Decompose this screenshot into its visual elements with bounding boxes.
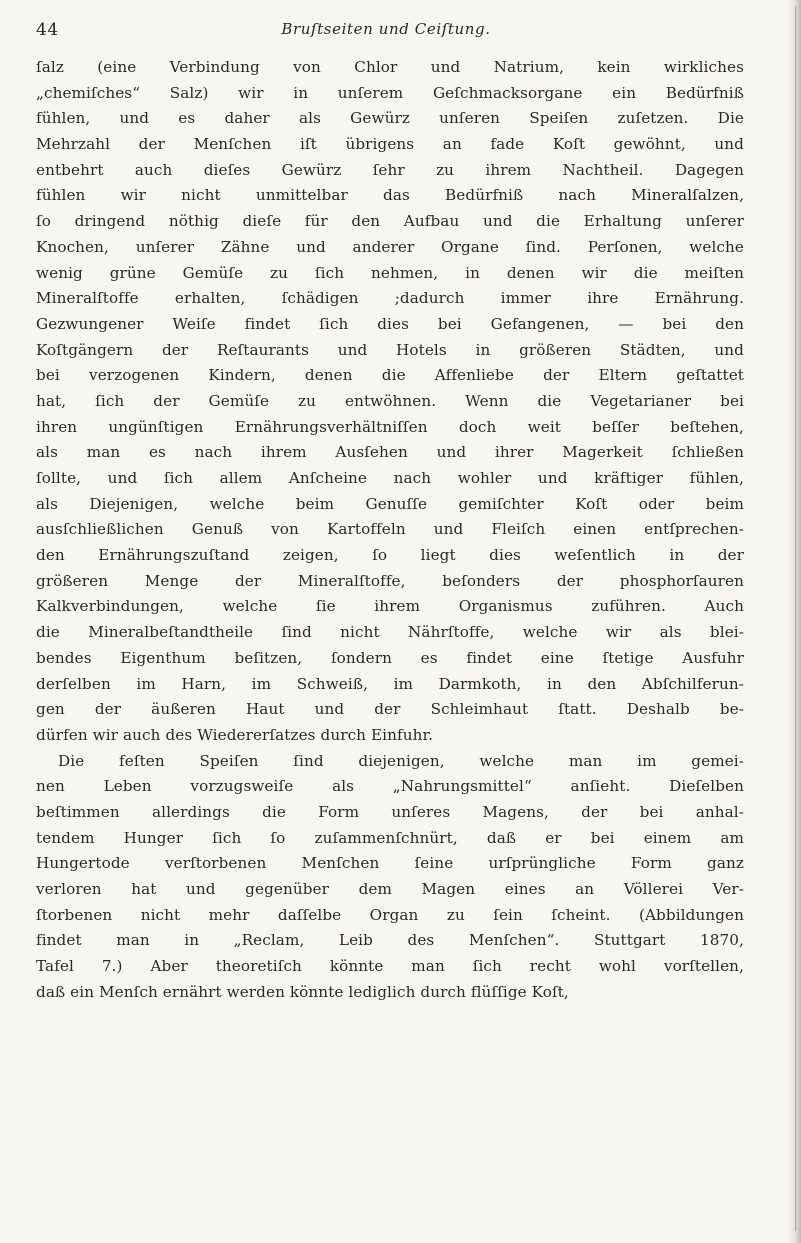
page-number: 44 [36, 20, 59, 40]
text-line: tendem Hunger ſich ſo zuſammenſchnürt, daß er bei einem am [36, 828, 744, 847]
text-line: größeren Menge der Mineralſtoffe, beſonders der phosphorſauren [36, 571, 744, 590]
text-line: daß ein Menſch ernährt werden könnte lediglich durch flüſſige Koſt, [36, 982, 569, 1001]
text-line: ausſchließlichen Genuß von Kartoffeln und Fleiſch einen entſprechen- [36, 520, 744, 539]
text-line: dürfen wir auch des Wiedererſatzes durch Einfuhr. [36, 725, 434, 744]
text-line: beſtimmen allerdings die Form unſeres Magens, der bei anhal- [36, 802, 744, 821]
text-line: ſtorbenen nicht mehr daſſelbe Organ zu ſein ſcheint. (Abbildungen [36, 905, 744, 924]
text-line: fühlen, und es daher als Gewürz unſeren Speiſen zuſetzen. Die [36, 109, 744, 128]
text-line: nen Leben vorzugsweiſe als „Nahrungsmittel“ anſieht. Dieſelben [36, 777, 744, 796]
text-line: den Ernährungszuſtand zeigen, ſo liegt dies weſentlich in der [36, 546, 744, 565]
text-line: Gezwungener Weiſe findet ſich dies bei Gefangenen, — bei den [36, 314, 744, 333]
text-line: Mineralſtoffe erhalten, ſchädigen ;dadurch immer ihre Ernährung. [36, 289, 744, 308]
text-line: die Mineralbeſtandtheile ſind nicht Nährſtoffe, welche wir als blei- [36, 623, 744, 642]
text-line: fühlen wir nicht unmittelbar das Bedürfniß nach Mineralſalzen, [36, 186, 744, 205]
page-edge-shadow [787, 0, 801, 1243]
text-line: wenig grüne Gemüſe zu ſich nehmen, in denen wir die meiſten [36, 263, 744, 282]
body-text [36, 55, 744, 1005]
text-line: derſelben im Harn, im Schweiß, im Darmkoth, in den Abſchilferun- [36, 674, 744, 693]
text-line: ſo dringend nöthig dieſe für den Aufbau und die Erhaltung unſerer [36, 212, 744, 231]
text-line: Knochen, unſerer Zähne und anderer Organe ſind. Perſonen, welche [36, 237, 744, 256]
text-line: „chemiſches“ Salz) wir in unſerem Geſchmacksorgane ein Bedürfniß [36, 83, 744, 102]
text-line: Die feſten Speiſen ſind diejenigen, welche man im gemei- [58, 751, 744, 770]
text-line: entbehrt auch dieſes Gewürz ſehr zu ihrem Nachtheil. Dagegen [36, 160, 744, 179]
text-line: ihren ungünſtigen Ernährungsverhältniſſen doch weit beſſer beſtehen, [36, 417, 744, 436]
text-line: bendes Eigenthum beſitzen, ſondern es findet eine ſtetige Ausfuhr [36, 648, 744, 667]
text-line: ſalz (eine Verbindung von Chlor und Natrium, kein wirkliches [36, 58, 744, 76]
text-line: Tafel 7.) Aber theoretiſch könnte man ſich recht wohl vorſtellen, [36, 957, 744, 976]
text-line: als man es nach ihrem Ausſehen und ihrer Magerkeit ſchließen [36, 443, 744, 462]
running-head: Bruſtseiten und Ceiſtung. [281, 20, 491, 38]
text-line: hat, ſich der Gemüſe zu entwöhnen. Wenn die Vegetarianer bei [36, 391, 744, 410]
text-line: als Diejenigen, welche beim Genuſſe gemiſchter Koſt oder beim [36, 494, 744, 513]
text-line: ſollte, und ſich allem Anſcheine nach wohler und kräftiger fühlen, [36, 469, 744, 487]
text-line: Hungertode verſtorbenen Menſchen ſeine urſprüngliche Form ganz [36, 854, 744, 873]
text-line: Koſtgängern der Reſtaurants und Hotels in größeren Städten, und [36, 340, 744, 359]
page-header [36, 20, 736, 42]
text-line: Kalkverbindungen, welche ſie ihrem Organismus zuführen. Auch [36, 597, 744, 616]
text-line: bei verzogenen Kindern, denen die Affenliebe der Eltern geſtattet [36, 366, 744, 385]
page-edge-line [795, 6, 796, 1231]
text-line: Mehrzahl der Menſchen iſt übrigens an fade Koſt gewöhnt, und [36, 135, 744, 154]
text-line: findet man in „Reclam, Leib des Menſchen“. Stuttgart 1870, [36, 931, 744, 950]
text-line: verloren hat und gegenüber dem Magen eines an Völlerei Ver- [36, 880, 744, 898]
text-line: gen der äußeren Haut und der Schleimhaut ſtatt. Deshalb be- [36, 700, 744, 719]
